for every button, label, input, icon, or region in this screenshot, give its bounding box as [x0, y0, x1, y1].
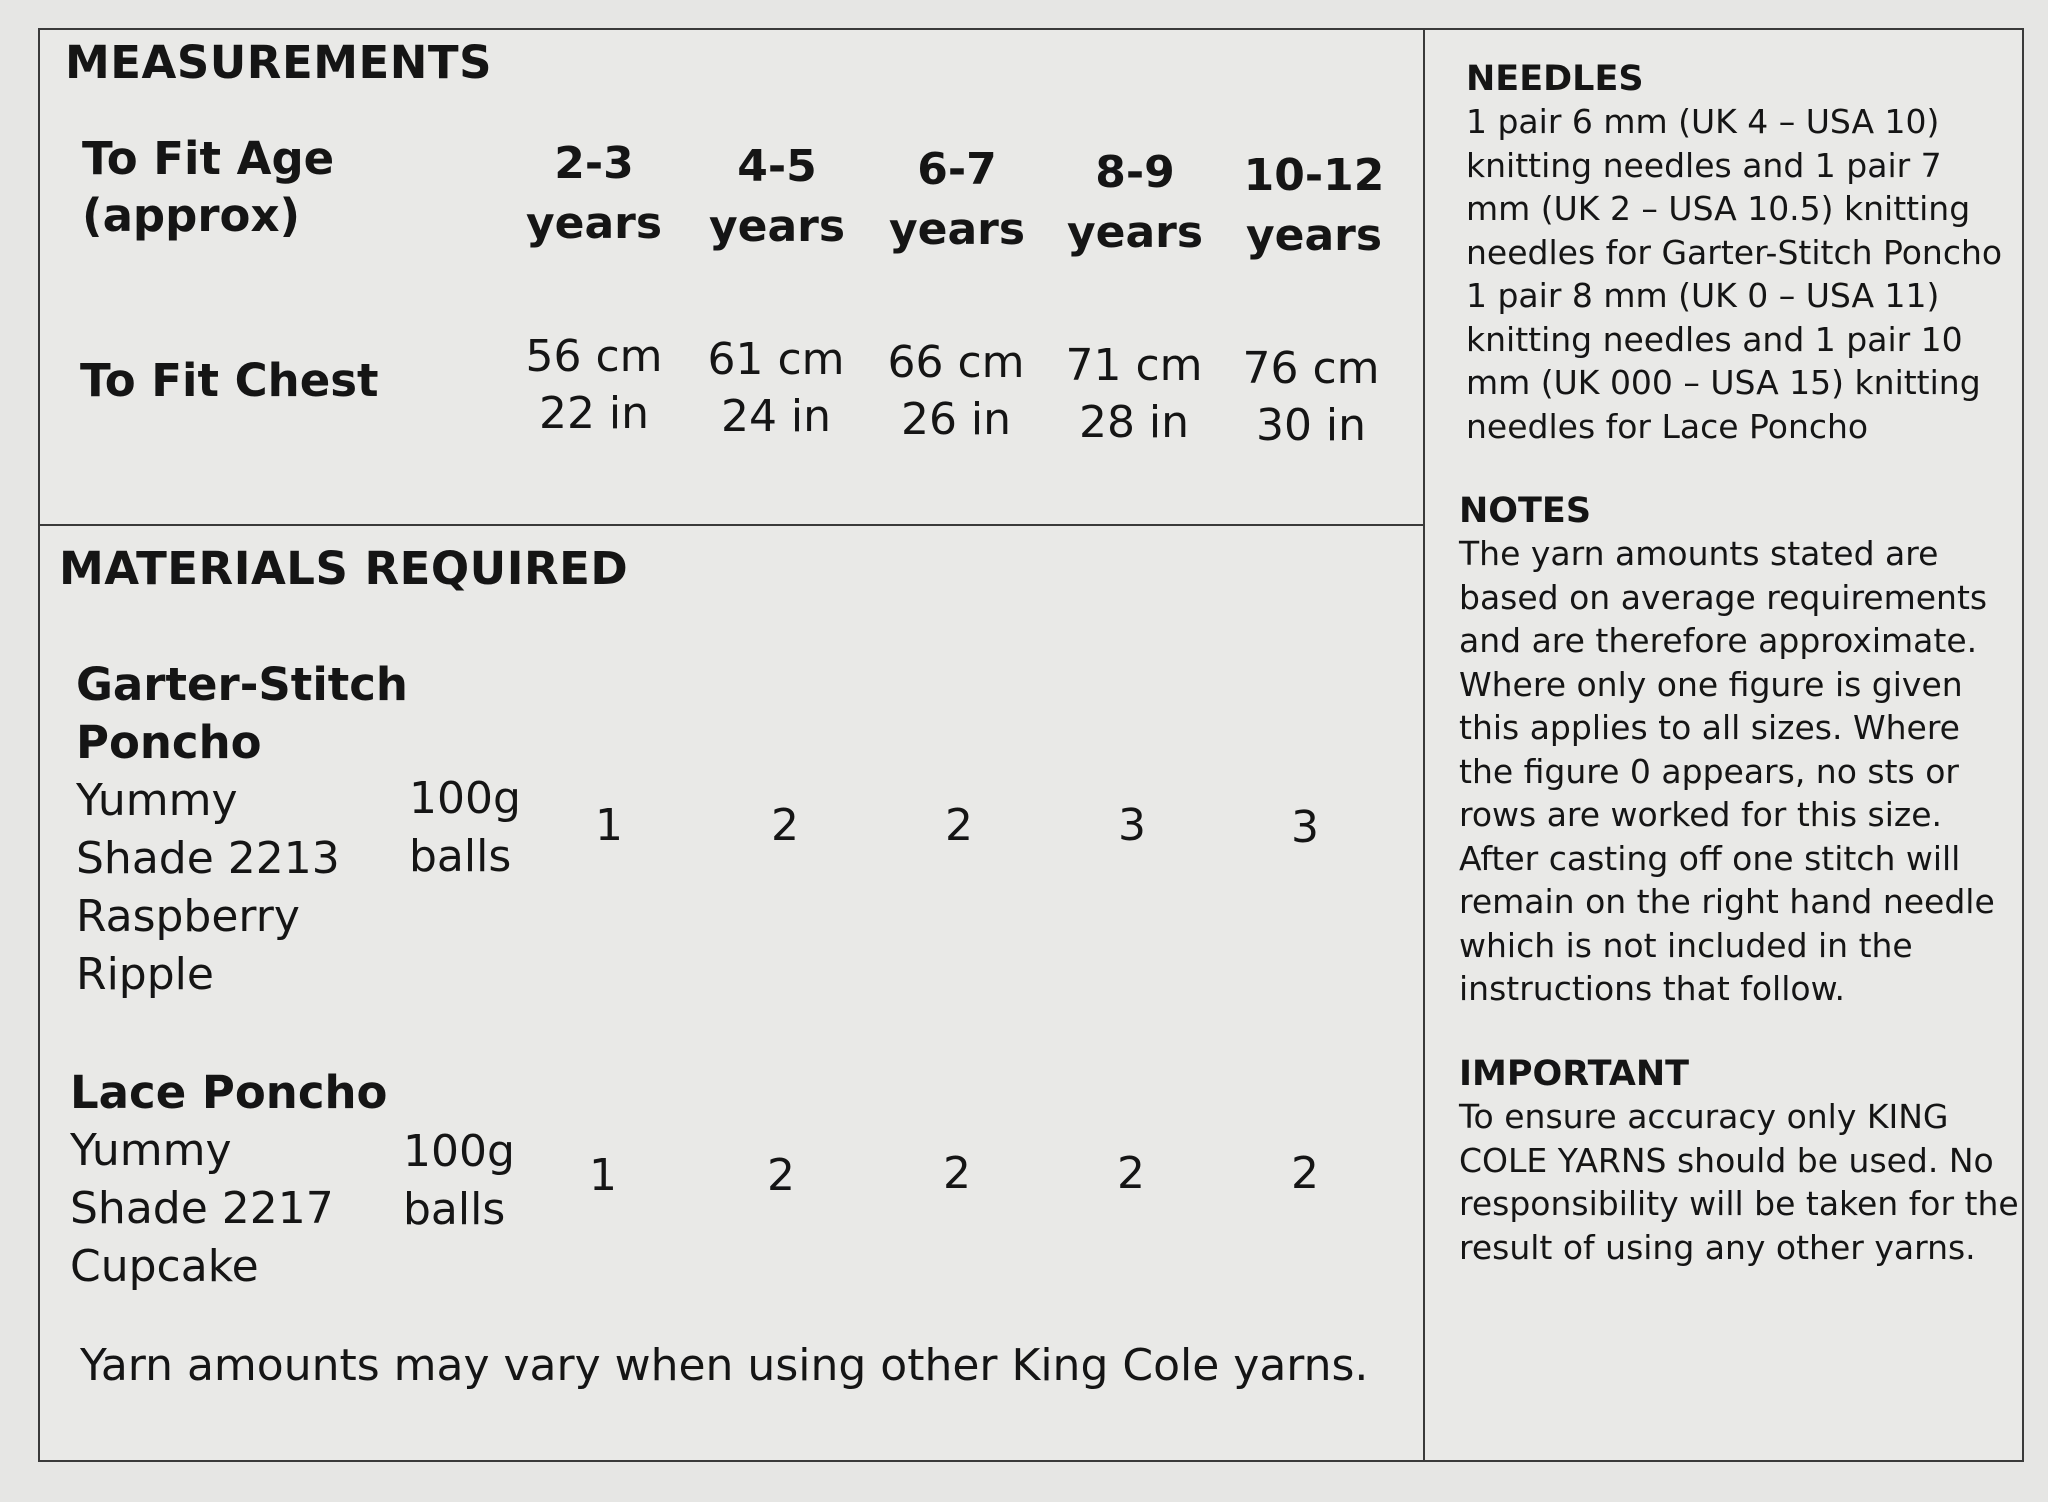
size-chest-in: 22 in	[538, 388, 650, 439]
size-age-cell	[697, 137, 857, 257]
important-text	[1459, 1095, 2019, 1269]
chest-label: To Fit Chest	[80, 354, 379, 407]
quantity-cell: 3	[1118, 800, 1146, 851]
quantity-cell: 2	[771, 800, 799, 851]
product-name-line: Garter-Stitch	[76, 658, 408, 711]
size-chest-cm: 61 cm	[707, 334, 845, 385]
size-age-cell	[514, 134, 674, 254]
product-name-line: Poncho	[76, 716, 262, 769]
yarn-unit-line: balls	[403, 1184, 506, 1235]
notes-line: Where only one figure is given	[1459, 664, 1963, 704]
materials-title: MATERIALS REQUIRED	[59, 542, 629, 595]
quantity-cell: 2	[943, 1148, 971, 1199]
notes-line: After casting off one stitch will	[1459, 838, 1961, 878]
notes-text	[1459, 532, 2019, 1011]
size-chest-cell	[1049, 337, 1219, 451]
size-age: 10-12	[1243, 150, 1385, 201]
important-title: IMPORTANT	[1459, 1054, 1690, 1094]
yarn-line: Ripple	[76, 949, 214, 1000]
size-chest-cm: 66 cm	[887, 337, 1025, 388]
notes-section	[1459, 490, 2019, 1011]
notes-line: based on average requirements	[1459, 577, 1988, 617]
notes-line: The yarn amounts stated are	[1459, 534, 1939, 573]
quantity-cell: 3	[1291, 802, 1319, 853]
size-chest-cell	[1226, 340, 1396, 454]
size-age-cell	[1055, 143, 1215, 263]
needles-line: needles for Garter-Stitch Poncho	[1466, 232, 2003, 272]
notes-line: and are therefore approximate.	[1459, 621, 1978, 660]
age-label-line: (approx)	[82, 189, 301, 242]
yarn-line: Raspberry	[76, 891, 300, 942]
yarn-line: Cupcake	[70, 1241, 259, 1292]
important-line: To ensure accuracy only KING	[1459, 1097, 1949, 1136]
age-label	[82, 130, 334, 244]
needles-section	[1466, 58, 2026, 448]
needles-line: needles for Lace Poncho	[1466, 406, 1869, 446]
size-age-unit: years	[1245, 210, 1383, 261]
size-chest-cell	[509, 328, 679, 442]
yarn-unit	[409, 770, 521, 886]
size-age-unit: years	[1066, 207, 1204, 258]
yarn-footnote: Yarn amounts may vary when using other King Cole yarns.	[80, 1340, 1369, 1391]
quantity-cell: 2	[767, 1150, 795, 1201]
notes-line: this applies to all sizes. Where	[1459, 708, 1960, 747]
needles-line: 1 pair 8 mm (UK 0 – USA 11)	[1466, 276, 1940, 315]
size-chest-cell	[871, 334, 1041, 448]
size-chest-cm: 76 cm	[1242, 343, 1380, 394]
size-chest-cm: 56 cm	[525, 331, 663, 382]
needles-line: 1 pair 6 mm (UK 4 – USA 10)	[1466, 102, 1940, 141]
notes-line: the figure 0 appears, no sts or	[1459, 751, 1959, 791]
quantity-cell: 2	[1117, 1148, 1145, 1199]
size-age: 4-5	[737, 141, 817, 192]
important-section	[1459, 1053, 2019, 1269]
yarn-line: Yummy	[76, 775, 238, 826]
size-chest-cell	[691, 331, 861, 445]
product-name-line: Lace Poncho	[70, 1066, 388, 1119]
size-chest-in: 24 in	[720, 391, 832, 442]
product-lace-poncho	[70, 1064, 387, 1296]
yarn-line: Shade 2217	[70, 1183, 334, 1234]
notes-title: NOTES	[1459, 491, 1592, 531]
yarn-unit	[403, 1123, 515, 1239]
size-age-unit: years	[888, 204, 1026, 255]
size-age: 2-3	[554, 138, 634, 189]
age-label-line: To Fit Age	[82, 132, 335, 185]
measurements-title: MEASUREMENTS	[65, 36, 492, 89]
important-line: responsibility will be taken for the	[1459, 1184, 2019, 1223]
size-age-unit: years	[525, 198, 663, 249]
notes-line: which is not included in the	[1459, 925, 1913, 965]
needles-line: knitting needles and 1 pair 10	[1466, 319, 1963, 359]
yarn-unit-line: 100g	[409, 773, 521, 824]
size-chest-cm: 71 cm	[1065, 340, 1203, 391]
size-age-cell	[1234, 146, 1394, 266]
yarn-line: Shade 2213	[76, 833, 340, 884]
needles-text	[1466, 100, 2026, 448]
important-line: COLE YARNS should be used. No	[1459, 1140, 1994, 1180]
quantity-cell: 1	[589, 1150, 617, 1201]
quantity-cell: 1	[595, 800, 623, 851]
size-age-unit: years	[708, 201, 846, 252]
quantity-cell: 2	[945, 800, 973, 851]
yarn-unit-line: balls	[409, 831, 512, 882]
column-divider	[1423, 28, 1425, 1462]
size-age: 8-9	[1095, 147, 1175, 198]
product-garter-stitch-poncho	[76, 656, 408, 1004]
size-age: 6-7	[917, 144, 997, 195]
needles-title: NEEDLES	[1466, 59, 1644, 99]
important-line: result of using any other yarns.	[1459, 1227, 1976, 1267]
section-divider	[38, 524, 1424, 526]
needles-line: mm (UK 2 – USA 10.5) knitting	[1466, 189, 1971, 228]
notes-line: instructions that follow.	[1459, 969, 1846, 1008]
size-chest-in: 26 in	[900, 394, 1012, 445]
needles-line: knitting needles and 1 pair 7	[1466, 145, 1942, 185]
size-age-cell	[877, 140, 1037, 260]
yarn-unit-line: 100g	[403, 1126, 515, 1177]
yarn-line: Yummy	[70, 1125, 232, 1176]
size-chest-in: 28 in	[1078, 397, 1190, 448]
notes-line: remain on the right hand needle	[1459, 882, 1995, 921]
needles-line: mm (UK 000 – USA 15) knitting	[1466, 363, 1981, 402]
notes-line: rows are worked for this size.	[1459, 795, 1943, 834]
size-chest-in: 30 in	[1255, 400, 1367, 451]
quantity-cell: 2	[1291, 1148, 1319, 1199]
